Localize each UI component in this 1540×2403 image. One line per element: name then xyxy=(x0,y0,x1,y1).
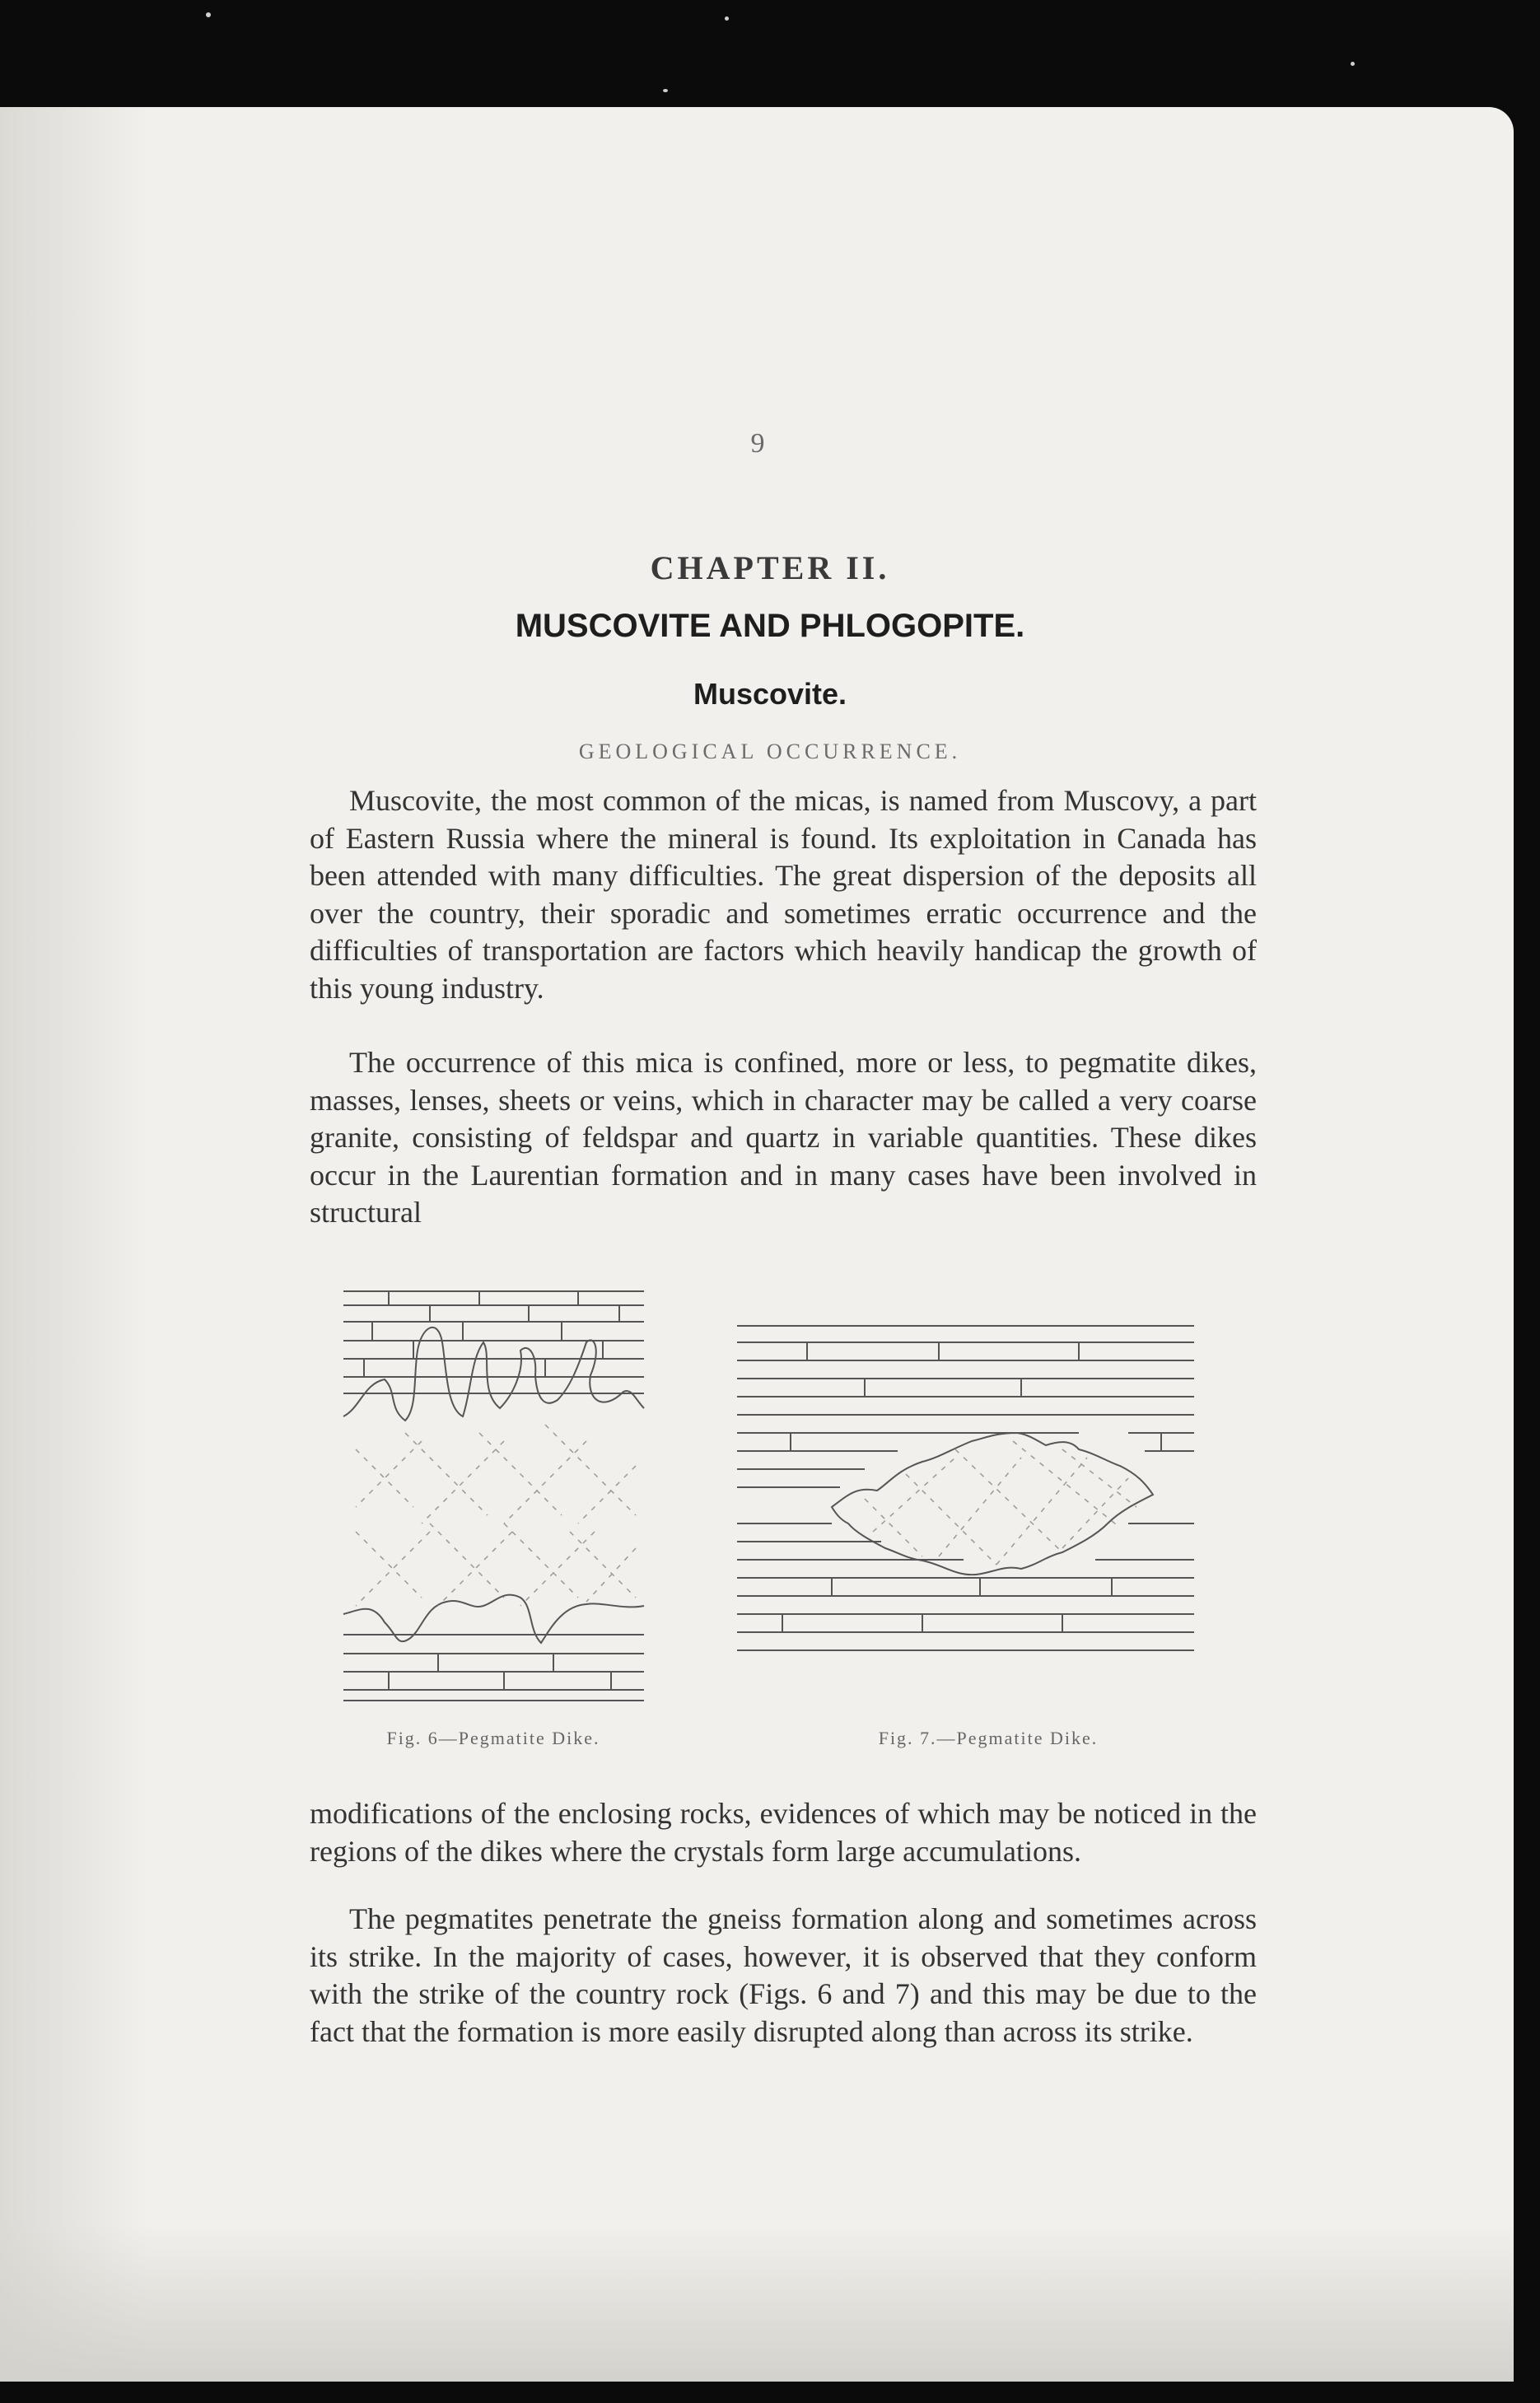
paragraph: The occurrence of this mica is confined, more or less, to pegmatite dikes, masses, lenses, sheets or veins, which in character may be called a very coarse granite, consisting of feldspar and quartz in variable quantities. These dikes occur in the Laurentian formation and in many cases have been involved in structural xyxy=(310,1046,1257,1229)
paragraph: The pegmatites penetrate the gneiss formation along and sometimes across its strike. In the majority of cases, however, it is observed that they conform with the strike of the country rock (Figs. 6 and 7) and this may be due to the fact that the formation is more easily disrupted along than across its strike. xyxy=(310,1902,1257,2048)
figure-6-caption: Fig. 6—Pegmatite Dike. xyxy=(386,1728,600,1748)
paragraph: modifications of the enclosing rocks, evidences of which may be noticed in the regions of the dikes where the crystals form large accumulations. xyxy=(310,1797,1257,1868)
page-number: 9 xyxy=(750,428,765,459)
figure-7-pegmatite-dike xyxy=(733,1318,1199,1663)
figure-7-caption: Fig. 7.—Pegmatite Dike. xyxy=(878,1728,1099,1748)
section-title: Muscovite. xyxy=(693,677,847,711)
paragraph: Muscovite, the most common of the micas, is named from Muscovy, a part of Eastern Russia where the mineral is found. Its exploitation in Canada has been attended with many difficulties. The great dispersion of the deposits all over the country, their sporadic and sometimes erratic occurrence and the difficulties of transportation are factors which heavily handicap the growth of this young industry. xyxy=(310,784,1257,1005)
scan-speck xyxy=(663,89,668,92)
chapter-title: MUSCOVITE AND PHLOGOPITE. xyxy=(515,608,1025,644)
chapter-heading: CHAPTER II. xyxy=(650,549,890,586)
scan-speck xyxy=(1351,62,1355,66)
section-subheading: GEOLOGICAL OCCURRENCE. xyxy=(578,740,962,763)
figure-6-pegmatite-dike xyxy=(339,1285,647,1705)
page-shading-bottom xyxy=(0,2223,1514,2382)
scan-speck xyxy=(206,12,211,17)
page-shading xyxy=(0,107,148,2382)
scan-speck xyxy=(725,16,729,21)
